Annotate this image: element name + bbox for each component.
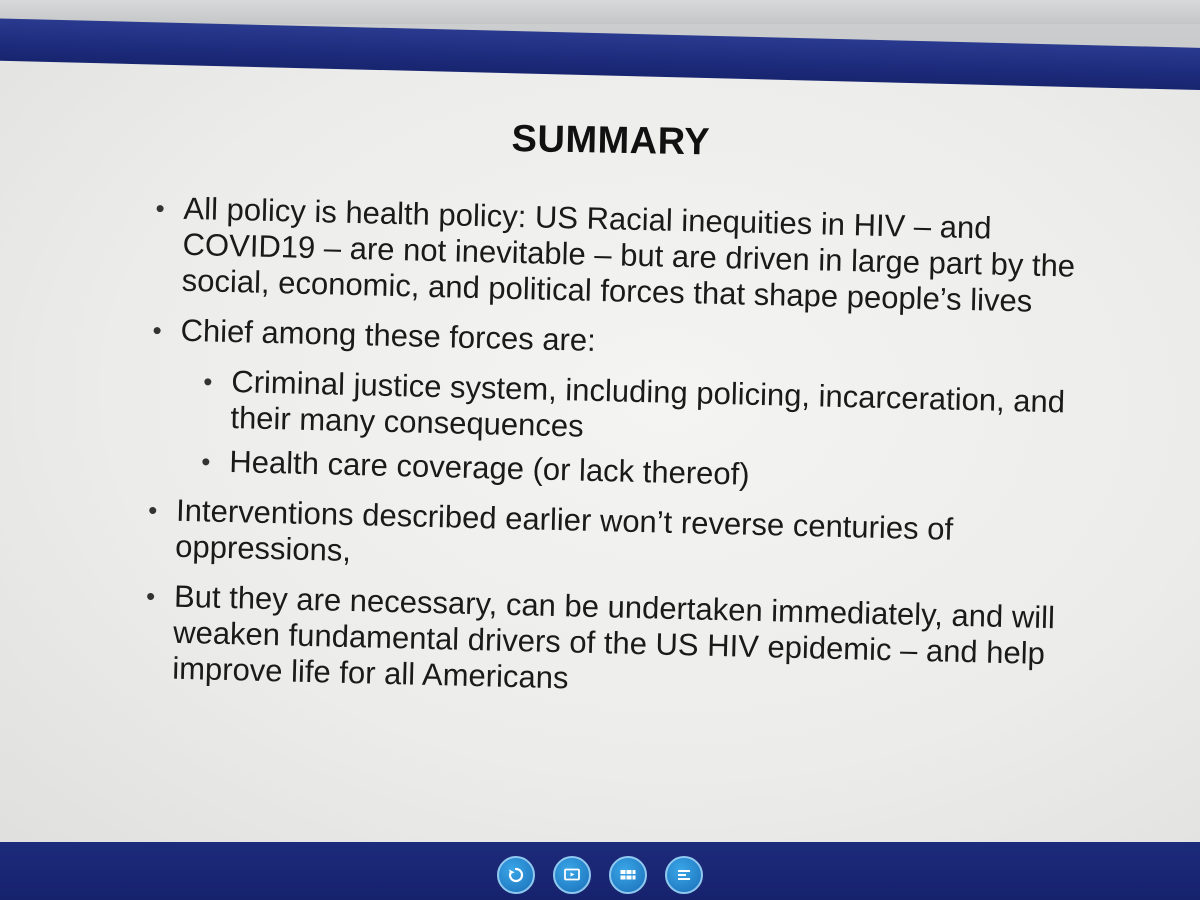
slide-content [138,190,1110,723]
bullet-dot: • [155,193,166,224]
bullet-item [146,312,1107,371]
menu-button[interactable] [665,856,703,894]
player-controls [0,850,1200,900]
menu-icon [674,865,694,885]
screen-button[interactable] [553,856,591,894]
bullet-dot: • [152,315,163,346]
sub-bullet-text: Health care coverage (or lack thereof) [228,444,751,492]
bullet-item [147,190,1109,321]
bullet-text: Chief among these forces are: [180,312,597,358]
bullet-text: Interventions described earlier won’t reverse centuries of oppressions, [174,492,954,569]
replay-button[interactable] [497,856,535,894]
screen-icon [562,865,582,885]
bullet-item [138,578,1100,709]
slides-icon [618,865,638,885]
bullet-dot: • [147,495,158,526]
slide-title: SUMMARY [511,118,711,164]
bullet-text: All policy is health policy: US Racial inequities in HIV – and COVID19 – are not inevitable – but are driven in large part by the social, economic, and political forces that shape people’s lives [181,190,1076,319]
browser-top-strip [0,0,1200,24]
replay-icon [506,865,526,885]
slides-button[interactable] [609,856,647,894]
bullet-dot: • [202,366,213,397]
bullet-dot: • [201,446,211,477]
sub-bullet-text: Criminal justice system, including policing, incarceration, and their many consequences [230,364,1066,444]
sub-bullet-item [144,362,1105,457]
bullet-item [141,492,1102,587]
bullet-dot: • [145,581,156,612]
bullet-text: But they are necessary, can be undertaken immediately, and will weaken fundamental drivers of the US HIV epidemic – and help improve life for all Americans [171,578,1056,696]
